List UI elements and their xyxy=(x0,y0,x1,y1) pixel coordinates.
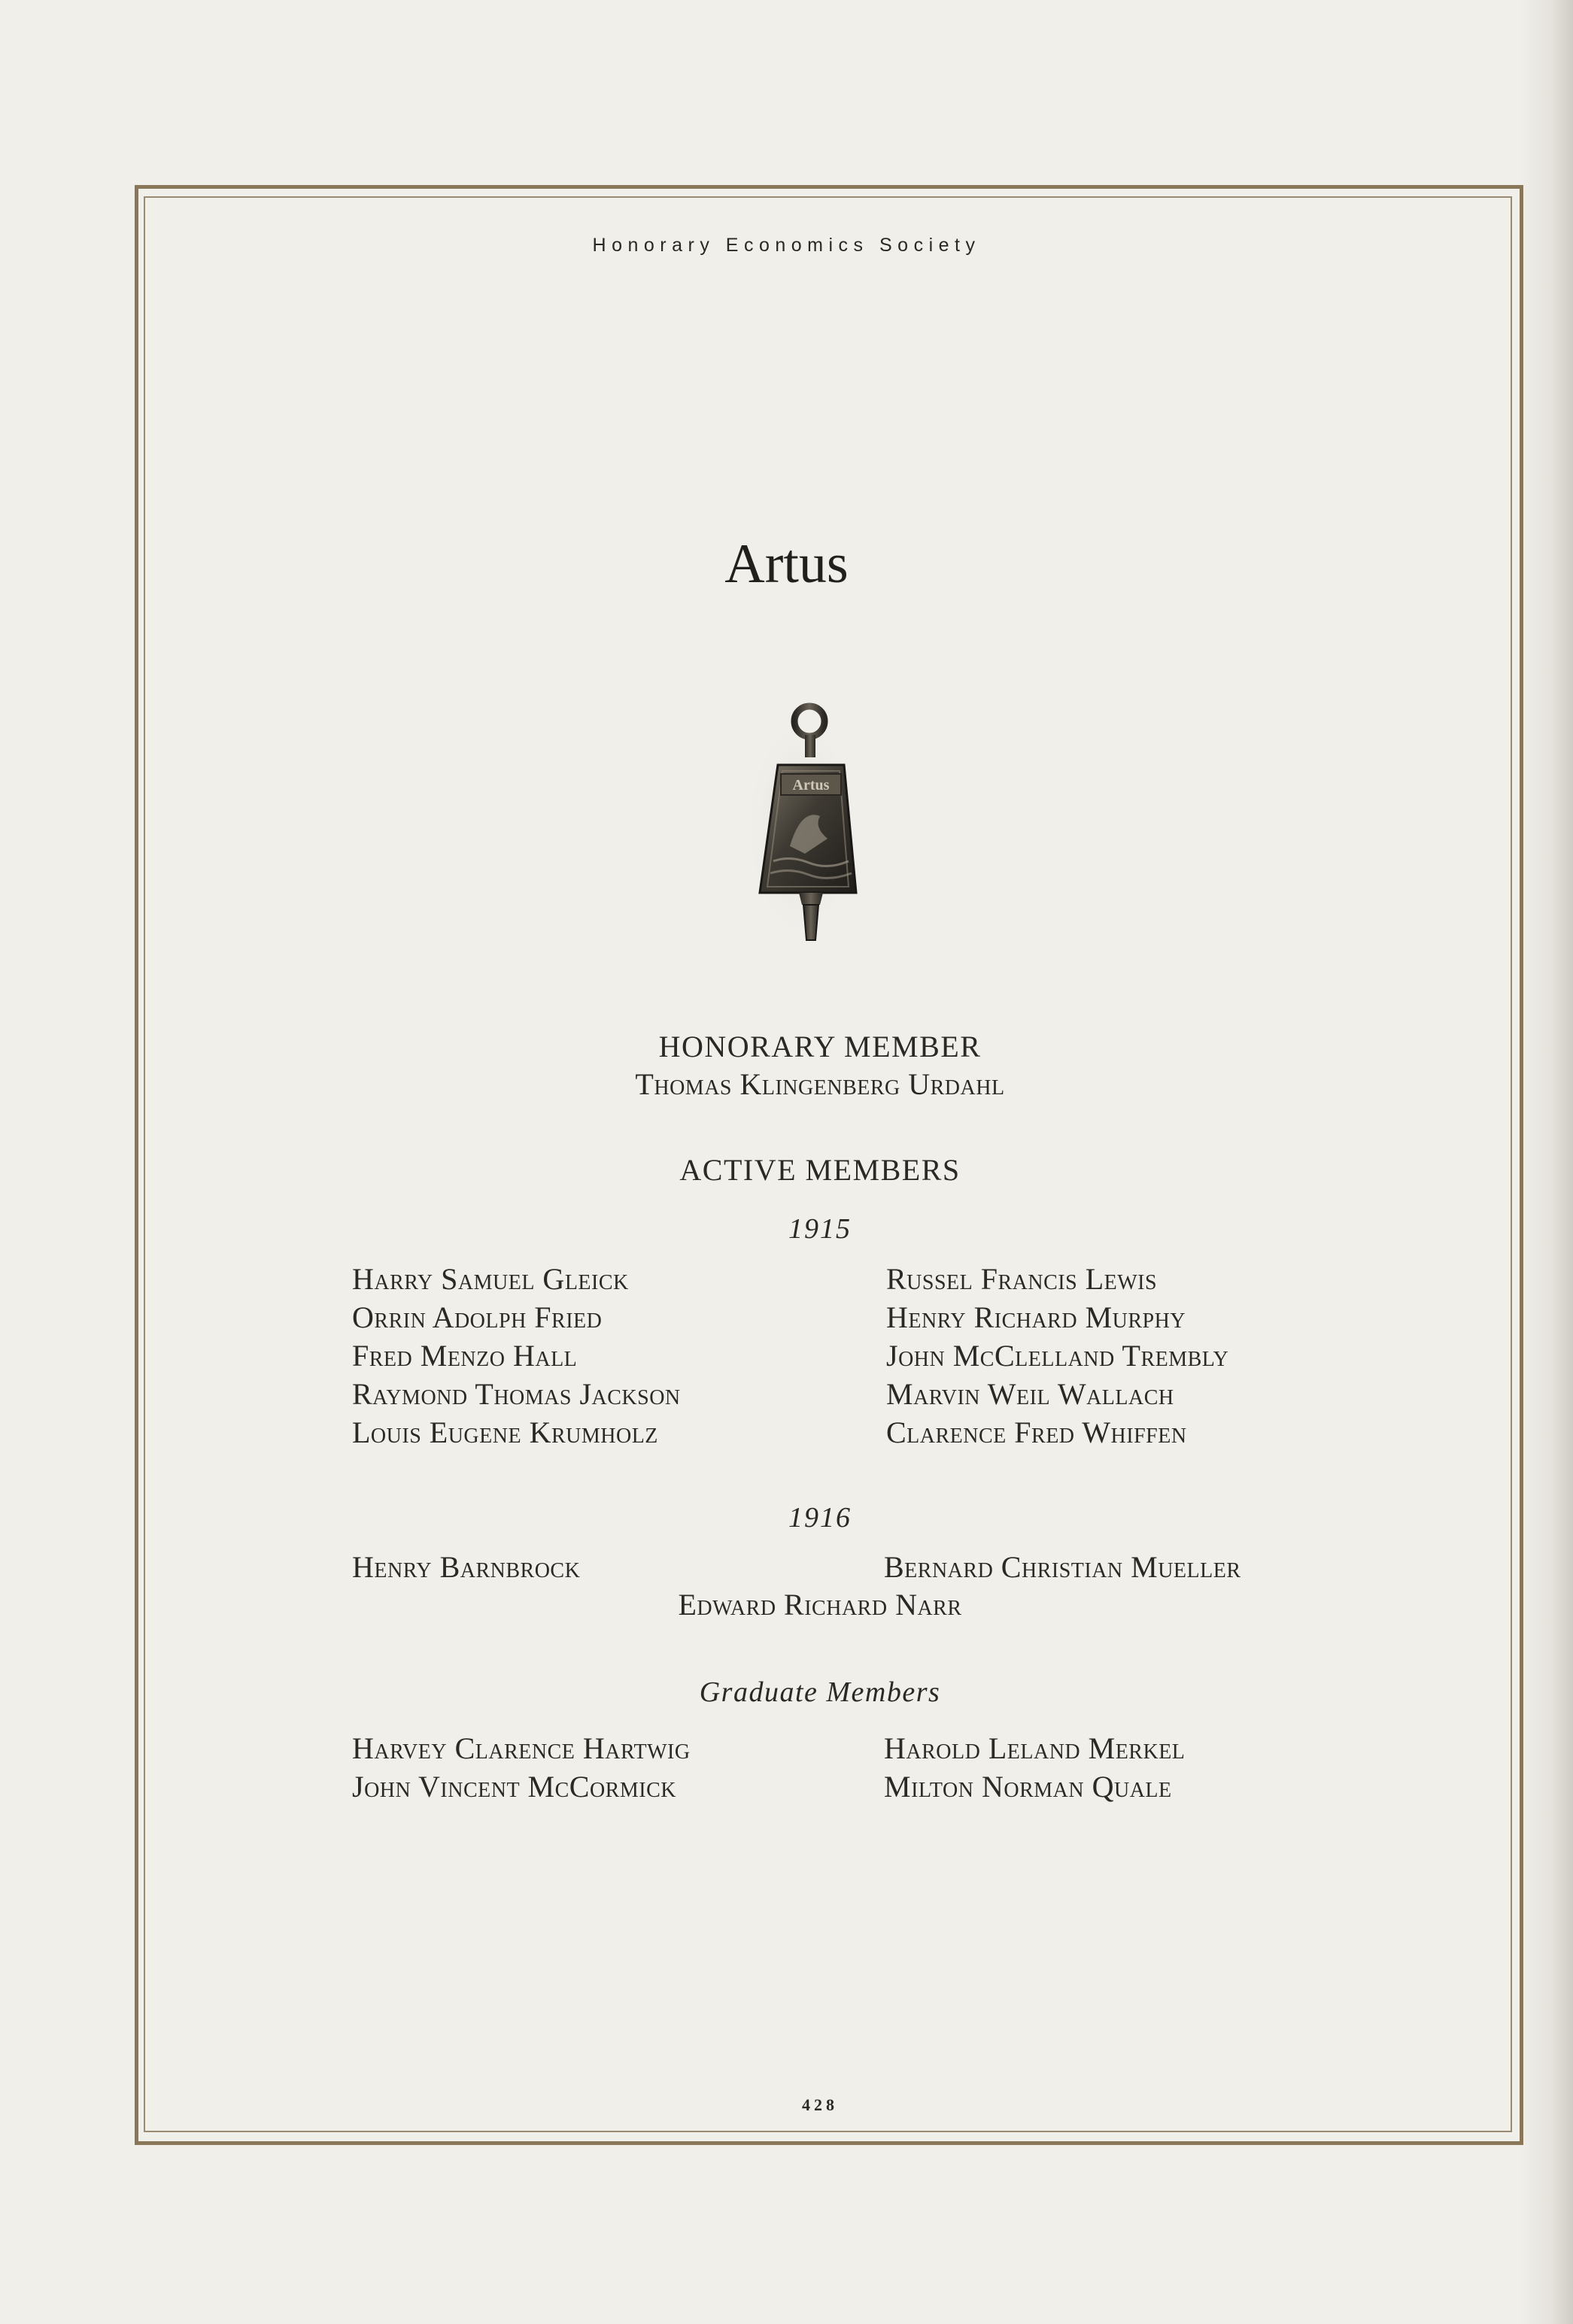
member-name: Bernard Christian Mueller xyxy=(884,1550,1241,1584)
honorary-member-name: Thomas Klingenberg Urdahl xyxy=(635,1067,1005,1101)
member-name: Henry Richard Murphy xyxy=(886,1300,1186,1334)
year-1916-heading: 1916 xyxy=(788,1502,852,1534)
graduate-members-heading: Graduate Members xyxy=(699,1676,941,1708)
page-number: 428 xyxy=(802,2095,838,2114)
member-name: Orrin Adolph Fried xyxy=(352,1300,603,1334)
page-title: Artus xyxy=(724,533,849,595)
member-name: Russel Francis Lewis xyxy=(886,1262,1158,1296)
active-members-heading: ACTIVE MEMBERS xyxy=(679,1153,961,1187)
running-head: Honorary Economics Society xyxy=(592,235,981,256)
member-name: Marvin Weil Wallach xyxy=(886,1377,1174,1411)
member-name: Fred Menzo Hall xyxy=(352,1339,578,1373)
artus-key-pin-icon xyxy=(745,696,858,948)
pin-engraving: Artus xyxy=(792,777,830,793)
graduate-left-column xyxy=(352,1729,691,1806)
member-name: John McClelland Trembly xyxy=(886,1339,1229,1373)
member-name: Raymond Thomas Jackson xyxy=(352,1377,681,1411)
members-1915-right-column xyxy=(886,1260,1228,1452)
honorary-member-heading: HONORARY MEMBER xyxy=(658,1030,982,1063)
member-name: Harvey Clarence Hartwig xyxy=(352,1731,691,1765)
member-name: Louis Eugene Krumholz xyxy=(352,1415,658,1449)
graduate-right-column xyxy=(884,1729,1185,1806)
member-name: Edward Richard Narr xyxy=(678,1588,962,1622)
member-name: John Vincent McCormick xyxy=(352,1770,676,1804)
member-name: Clarence Fred Whiffen xyxy=(886,1415,1187,1449)
member-name: Harry Samuel Gleick xyxy=(352,1262,629,1296)
member-name: Milton Norman Quale xyxy=(884,1770,1172,1804)
member-name: Henry Barnbrock xyxy=(352,1550,581,1584)
member-name: Harold Leland Merkel xyxy=(884,1731,1186,1765)
members-1915-left-column xyxy=(352,1260,681,1452)
year-1915-heading: 1915 xyxy=(788,1213,852,1245)
